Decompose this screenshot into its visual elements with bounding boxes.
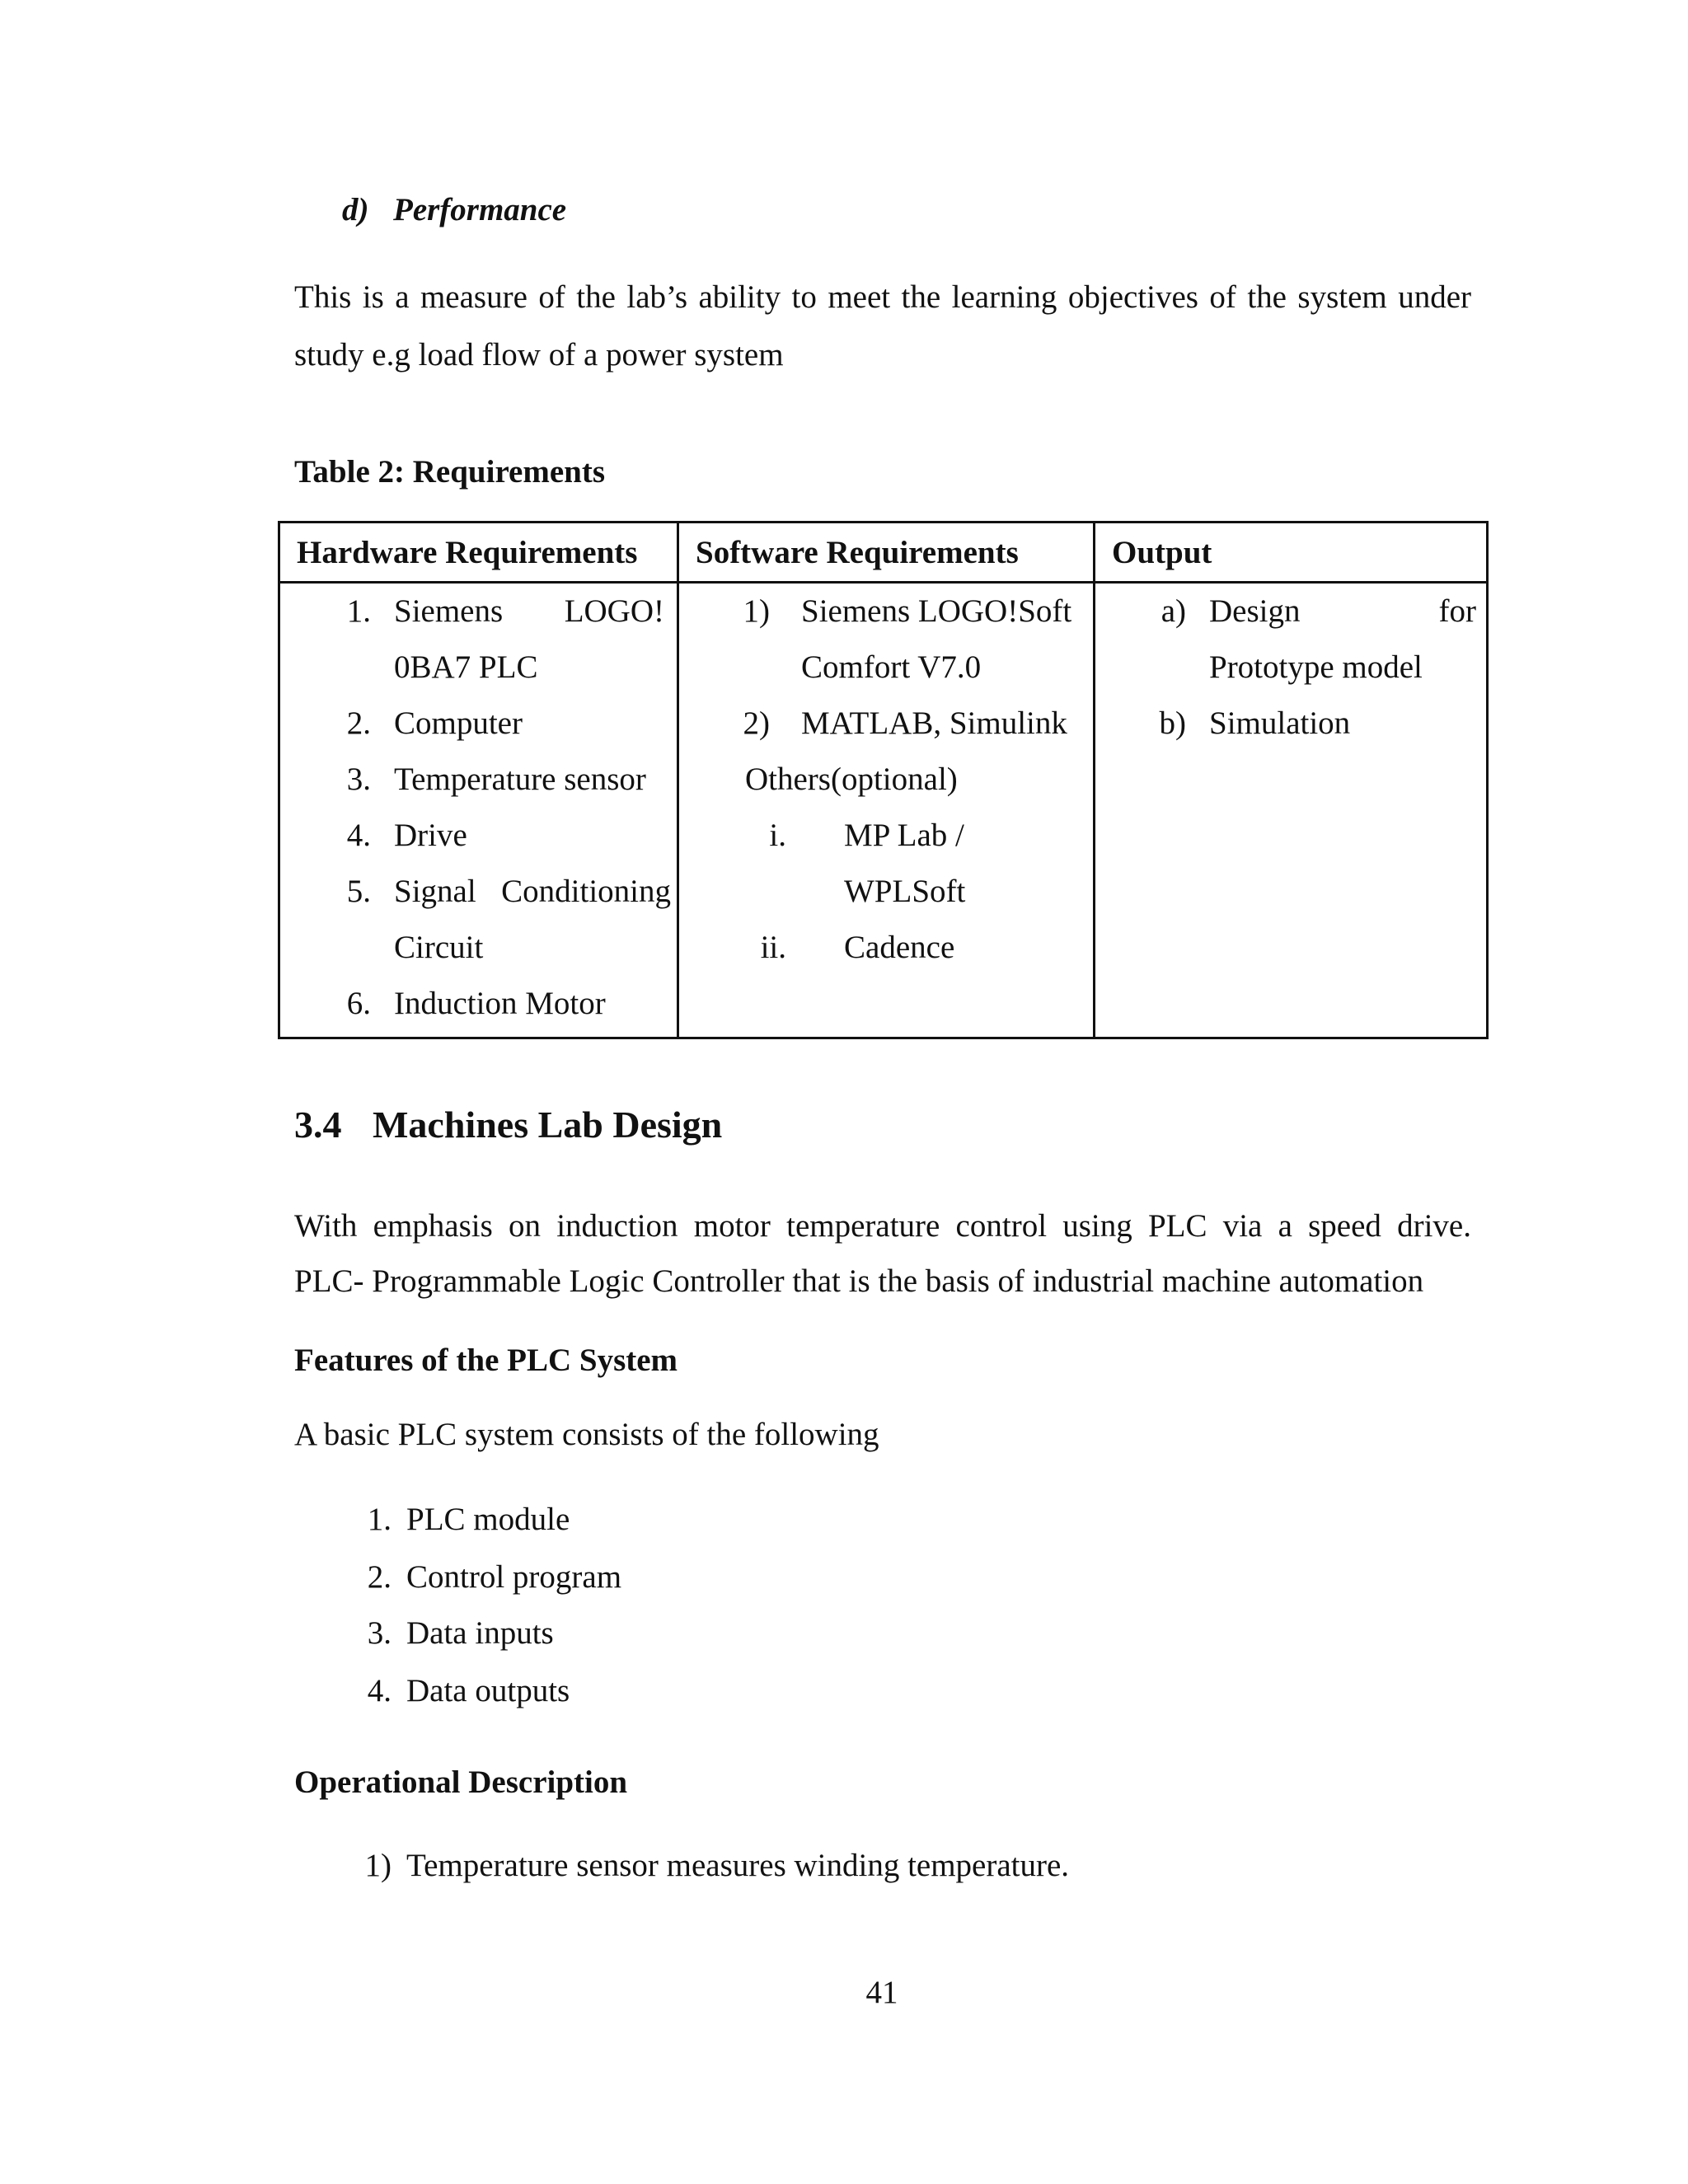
header-software: Software Requirements bbox=[678, 523, 1095, 583]
performance-paragraph-line-1: This is a measure of the lab’s ability to meet the learning objectives of the system under bbox=[294, 279, 1471, 315]
output-cell: a) Design for Prototype model b) Simulation bbox=[1095, 583, 1488, 1038]
list-item: 1. PLC module bbox=[367, 1502, 570, 1537]
section-paragraph-line-2: PLC- Programmable Logic Controller that is the basis of industrial machine automation bbox=[294, 1263, 1424, 1299]
section-paragraph-line-1: With emphasis on induction motor temperature control using PLC via a speed drive. bbox=[294, 1208, 1471, 1244]
performance-paragraph-line-2: study e.g load flow of a power system bbox=[294, 337, 784, 373]
section-title: Machines Lab Design bbox=[373, 1104, 723, 1146]
table-header-row bbox=[279, 523, 1488, 583]
features-intro: A basic PLC system consists of the following bbox=[294, 1417, 879, 1452]
software-cell: 1) Siemens LOGO!Soft Comfort V7.0 2) MATLAB, Simulink Others(optional) i. MP Lab / WPLSoft ii. Cadence bbox=[678, 583, 1095, 1038]
section-heading bbox=[294, 1103, 722, 1146]
subsection-label: d) bbox=[342, 192, 369, 227]
operational-heading: Operational Description bbox=[294, 1765, 628, 1800]
hardware-cell: 1. Siemens LOGO! 0BA7 PLC 2. Computer 3. Temperature sensor 4. Drive 5. Signal Conditioning Circuit 6. Induction Motor bbox=[279, 583, 678, 1038]
list-item: 3. Data inputs bbox=[367, 1615, 554, 1651]
table-body-row bbox=[279, 583, 1488, 1038]
page-number: 41 bbox=[865, 1975, 898, 2010]
header-hardware: Hardware Requirements bbox=[279, 523, 678, 583]
section-number: 3.4 bbox=[294, 1104, 342, 1146]
list-item: 2. Control program bbox=[367, 1559, 622, 1595]
subsection-heading-performance bbox=[342, 191, 566, 228]
subsection-title: Performance bbox=[393, 192, 567, 227]
requirements-table bbox=[278, 521, 1489, 1039]
header-output: Output bbox=[1095, 523, 1488, 583]
features-heading: Features of the PLC System bbox=[294, 1343, 678, 1378]
table-caption: Table 2: Requirements bbox=[294, 454, 606, 490]
list-item: 1) Temperature sensor measures winding temperature. bbox=[364, 1848, 1070, 1883]
list-item: 4. Data outputs bbox=[367, 1673, 570, 1708]
